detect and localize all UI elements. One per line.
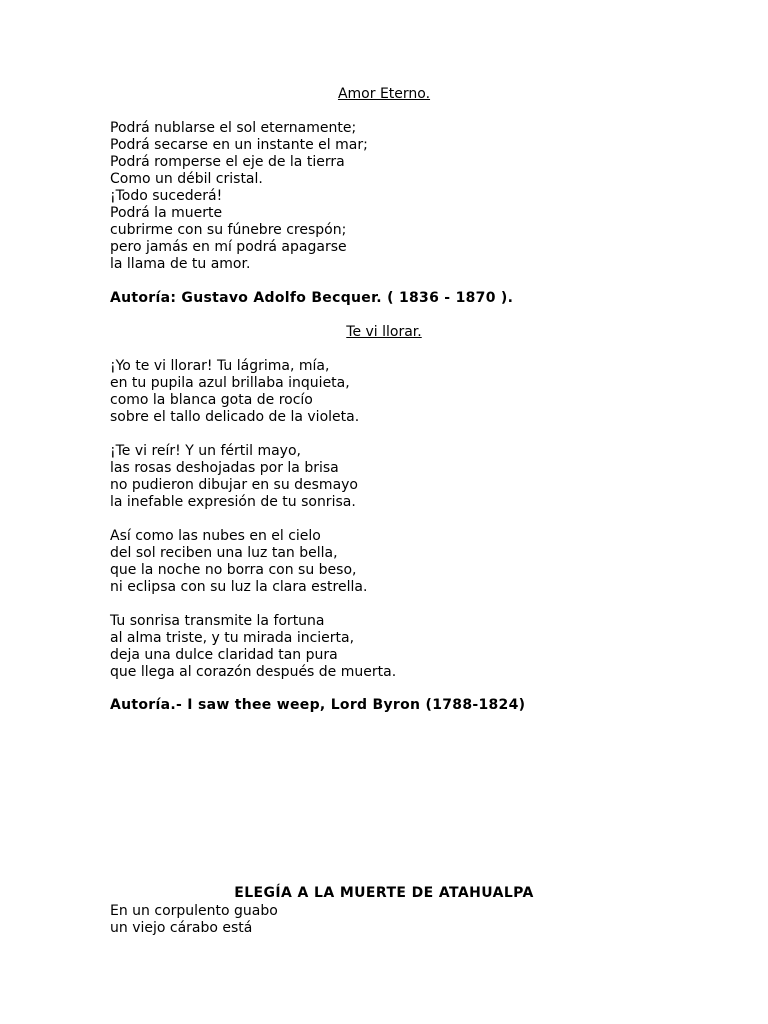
poem-amor-eterno-lines (110, 120, 368, 273)
poem-stanza-3 (110, 528, 367, 596)
poem-line: Podrá la muerte (110, 205, 223, 221)
poem-line: pero jamás en mí podrá apagarse (110, 239, 347, 255)
poem-stanza-1 (110, 358, 359, 426)
poem-title-amor-eterno: Amor Eterno. (337, 86, 431, 102)
author-credit-byron: Autoría.- I saw thee weep, Lord Byron (1788-1824) (110, 697, 526, 713)
poem-line: deja una dulce claridad tan pura (110, 647, 338, 663)
poem-line: ¡Yo te vi llorar! Tu lágrima, mía, (110, 358, 330, 374)
poem-line: ¡Te vi reír! Y un fértil mayo, (110, 443, 301, 459)
poem-line: Tu sonrisa transmite la fortuna (110, 613, 325, 629)
poem-elegia-lines (110, 903, 278, 937)
poem-line: un viejo cárabo está (110, 920, 253, 936)
poem-line: Podrá secarse en un instante el mar; (110, 137, 368, 153)
poem-stanza-2 (110, 443, 358, 511)
poem-line: Podrá romperse el eje de la tierra (110, 154, 345, 170)
poem-line: no pudieron dibujar en su desmayo (110, 477, 359, 493)
poem-line: al alma triste, y tu mirada incierta, (110, 630, 355, 646)
poem-title-te-vi-llorar: Te vi llorar. (346, 324, 422, 340)
poem-line: Como un débil cristal. (110, 171, 263, 187)
poem-line: la inefable expresión de tu sonrisa. (110, 494, 356, 510)
poem-line: ¡Todo sucederá! (110, 188, 223, 204)
poem-line: Podrá nublarse el sol eternamente; (110, 120, 357, 136)
author-credit-becquer: Autoría: Gustavo Adolfo Becquer. ( 1836 - 1870 ). (110, 290, 514, 306)
poem-line: del sol reciben una luz tan bella, (110, 545, 338, 561)
poem-line: la llama de tu amor. (110, 256, 251, 272)
poem-line: cubrirme con su fúnebre crespón; (110, 222, 347, 238)
poem-line: en tu pupila azul brillaba inquieta, (110, 375, 350, 391)
poem-line: las rosas deshojadas por la brisa (110, 460, 339, 476)
poem-line: Así como las nubes en el cielo (110, 528, 321, 544)
poem-stanza-4 (110, 613, 396, 681)
poem-title-elegia: ELEGÍA A LA MUERTE DE ATAHUALPA (234, 885, 534, 901)
poem-line: que llega al corazón después de muerta. (110, 664, 397, 680)
poem-line: En un corpulento guabo (110, 903, 278, 919)
poem-line: que la noche no borra con su beso, (110, 562, 357, 578)
poem-line: sobre el tallo delicado de la violeta. (110, 409, 360, 425)
poem-line: como la blanca gota de rocío (110, 392, 313, 408)
poem-line: ni eclipsa con su luz la clara estrella. (110, 579, 368, 595)
